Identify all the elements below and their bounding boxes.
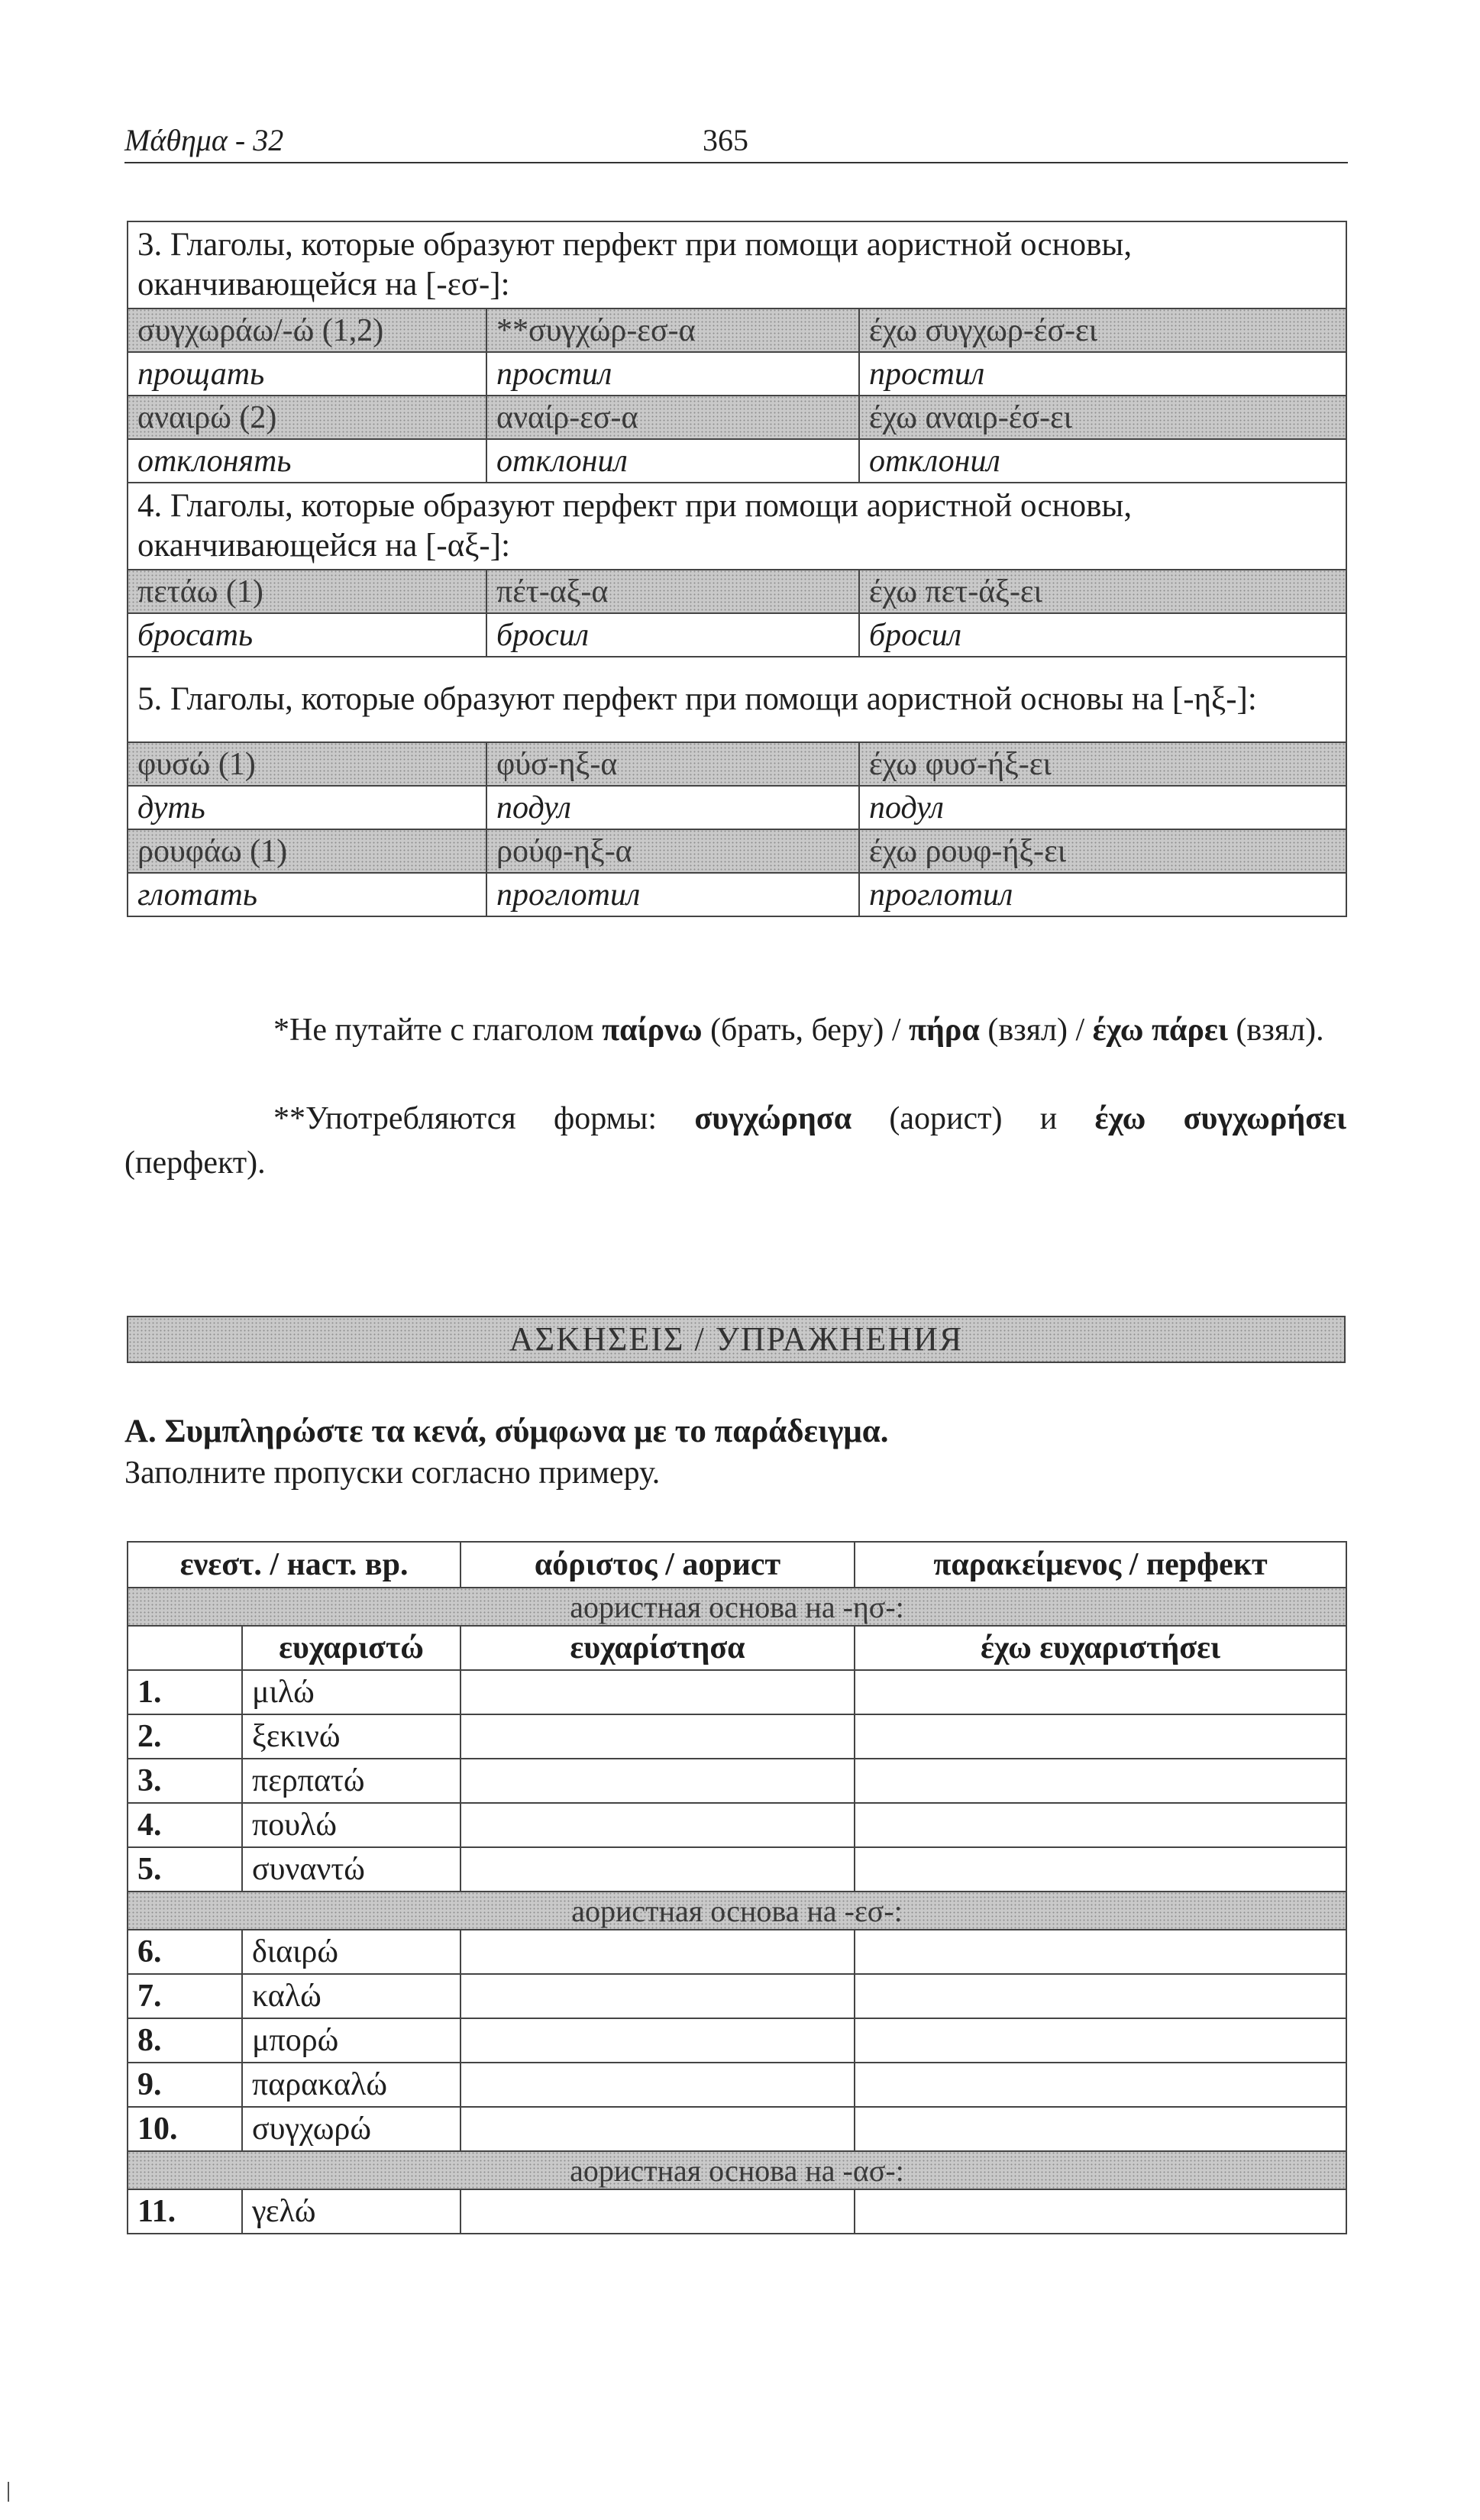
- table-row: [128, 786, 1346, 829]
- table-row: [128, 570, 1346, 613]
- table-row: [128, 2063, 1346, 2107]
- answer-aorist[interactable]: [460, 2063, 855, 2107]
- table-cell: έχω συγχωρ-έσ-ει: [859, 309, 1346, 352]
- footnote-2: [124, 1097, 1346, 1185]
- row-number: 11.: [128, 2189, 242, 2234]
- verb-present: συναντώ: [242, 1847, 460, 1892]
- table-cell: проглотил: [859, 873, 1346, 916]
- answer-perfect[interactable]: [855, 2107, 1346, 2151]
- answer-perfect[interactable]: [855, 1974, 1346, 2018]
- footnote-greek: έχω συγχωρήσει: [1094, 1101, 1346, 1136]
- answer-perfect[interactable]: [855, 1714, 1346, 1759]
- table-cell: бросать: [128, 613, 486, 657]
- footnote-1: [124, 1008, 1346, 1052]
- answer-perfect[interactable]: [855, 2189, 1346, 2234]
- exercises-banner: ΑΣΚΗΣΕΙΣ / УПРАЖНЕНИЯ: [127, 1316, 1346, 1363]
- table-cell: подул: [486, 786, 859, 829]
- example-perfect: έχω ευχαριστήσει: [855, 1626, 1346, 1670]
- answer-aorist[interactable]: [460, 1759, 855, 1803]
- grammar-table: [127, 221, 1347, 917]
- verb-present: περπατώ: [242, 1759, 460, 1803]
- example-row: [128, 1626, 1346, 1670]
- row-number: 3.: [128, 1759, 242, 1803]
- section-heading: 5. Глаголы, которые образуют перфект при помощи аористной основы на [-ηξ-]:: [128, 657, 1346, 742]
- verb-present: παρακαλώ: [242, 2063, 460, 2107]
- footnote-greek: πήρα: [909, 1013, 980, 1048]
- table-row: [128, 742, 1346, 786]
- table-cell: проглотил: [486, 873, 859, 916]
- page-number: 365: [703, 123, 748, 157]
- table-cell: прощать: [128, 352, 486, 396]
- table-cell: отклонять: [128, 439, 486, 483]
- table-cell: ρούφ-ηξ-α: [486, 829, 859, 873]
- row-number: 1.: [128, 1670, 242, 1714]
- header-divider: [124, 162, 1348, 163]
- footnote-text: (аорист) и: [851, 1101, 1095, 1136]
- table-row: [128, 352, 1346, 396]
- answer-perfect[interactable]: [855, 2063, 1346, 2107]
- section-row: [128, 1892, 1346, 1930]
- table-cell: **συγχώρ-εσ-α: [486, 309, 859, 352]
- column-header: παρακείμενος / перфект: [855, 1542, 1346, 1588]
- footnote-text: (взял).: [1227, 1013, 1324, 1048]
- scan-margin-mark: [8, 2482, 9, 2502]
- table-cell: отклонил: [859, 439, 1346, 483]
- table-row: [128, 829, 1346, 873]
- table-row: [128, 1670, 1346, 1714]
- footnote-greek: συγχώρησα: [694, 1101, 852, 1136]
- running-header-title: Μάθημα - 32: [124, 123, 284, 157]
- exercise-table: [127, 1541, 1347, 2234]
- verb-present: μπορώ: [242, 2018, 460, 2063]
- section-label: аористная основа на -ασ-:: [128, 2151, 1346, 2189]
- answer-perfect[interactable]: [855, 1930, 1346, 1974]
- row-number: 6.: [128, 1930, 242, 1974]
- section-heading: 4. Глаголы, которые образуют перфект при помощи аористной основы, оканчивающейся на [-αξ-]:: [128, 483, 1346, 570]
- table-row: [128, 309, 1346, 352]
- table-cell: бросил: [486, 613, 859, 657]
- table-cell: έχω ρουφ-ήξ-ει: [859, 829, 1346, 873]
- footnote-text: (брать, беру) /: [702, 1013, 910, 1048]
- table-row: [128, 613, 1346, 657]
- row-number: 4.: [128, 1803, 242, 1847]
- table-row: [128, 396, 1346, 439]
- table-cell: [128, 1626, 242, 1670]
- verb-present: γελώ: [242, 2189, 460, 2234]
- table-cell: φυσώ (1): [128, 742, 486, 786]
- table-row: [128, 1974, 1346, 2018]
- table-cell: простил: [486, 352, 859, 396]
- row-number: 8.: [128, 2018, 242, 2063]
- table-header-row: [128, 1542, 1346, 1588]
- task-title: Α. Συμπληρώστε τα κενά, σύμφωνα με το παράδειγμα.: [124, 1413, 889, 1449]
- section-label: аористная основа на -εσ-:: [128, 1892, 1346, 1930]
- verb-present: συγχωρώ: [242, 2107, 460, 2151]
- column-header: ενεστ. / наст. вр.: [128, 1542, 460, 1588]
- verb-present: διαιρώ: [242, 1930, 460, 1974]
- verb-present: πουλώ: [242, 1803, 460, 1847]
- table-row: [128, 1930, 1346, 1974]
- footnote-text: *Не путайте с глаголом: [273, 1013, 603, 1048]
- answer-aorist[interactable]: [460, 2018, 855, 2063]
- table-cell: έχω αναιρ-έσ-ει: [859, 396, 1346, 439]
- table-row: [128, 2107, 1346, 2151]
- verb-present: μιλώ: [242, 1670, 460, 1714]
- row-number: 9.: [128, 2063, 242, 2107]
- row-number: 7.: [128, 1974, 242, 2018]
- table-cell: ρουφάω (1): [128, 829, 486, 873]
- table-cell: глотать: [128, 873, 486, 916]
- column-header: αόριστος / аорист: [460, 1542, 855, 1588]
- table-row: [128, 1714, 1346, 1759]
- answer-aorist[interactable]: [460, 1847, 855, 1892]
- section-heading: 3. Глаголы, которые образуют перфект при помощи аористной основы, оканчивающейся на [-εσ-]:: [128, 221, 1346, 309]
- answer-perfect[interactable]: [855, 2018, 1346, 2063]
- table-cell: αναίρ-εσ-α: [486, 396, 859, 439]
- footnote-greek: παίρνω: [602, 1013, 703, 1048]
- table-cell: συγχωράω/-ώ (1,2): [128, 309, 486, 352]
- row-number: 10.: [128, 2107, 242, 2151]
- table-row: [128, 873, 1346, 916]
- row-number: 2.: [128, 1714, 242, 1759]
- footnote-text: (перфект).: [124, 1145, 266, 1181]
- verb-present: καλώ: [242, 1974, 460, 2018]
- table-cell: подул: [859, 786, 1346, 829]
- table-cell: отклонил: [486, 439, 859, 483]
- section-label: аористная основа на -ησ-:: [128, 1588, 1346, 1626]
- table-row: [128, 439, 1346, 483]
- answer-aorist[interactable]: [460, 1714, 855, 1759]
- table-cell: έχω φυσ-ήξ-ει: [859, 742, 1346, 786]
- footnote-text: (взял) /: [979, 1013, 1093, 1048]
- verb-present: ξεκινώ: [242, 1714, 460, 1759]
- section-row: [128, 2151, 1346, 2189]
- footnote-greek: έχω πάρει: [1092, 1013, 1228, 1048]
- answer-perfect[interactable]: [855, 1670, 1346, 1714]
- table-cell: έχω πετ-άξ-ει: [859, 570, 1346, 613]
- section-row: [128, 1588, 1346, 1626]
- table-row: [128, 2189, 1346, 2234]
- answer-perfect[interactable]: [855, 1847, 1346, 1892]
- table-cell: αναιρώ (2): [128, 396, 486, 439]
- answer-aorist[interactable]: [460, 2189, 855, 2234]
- answer-aorist[interactable]: [460, 1670, 855, 1714]
- footnote-text: **Употребляются формы:: [273, 1101, 695, 1136]
- answer-perfect[interactable]: [855, 1759, 1346, 1803]
- task-subtitle: Заполните пропуски согласно примеру.: [124, 1455, 661, 1491]
- answer-aorist[interactable]: [460, 1803, 855, 1847]
- table-cell: πετάω (1): [128, 570, 486, 613]
- row-number: 5.: [128, 1847, 242, 1892]
- example-aorist: ευχαρίστησα: [460, 1626, 855, 1670]
- answer-perfect[interactable]: [855, 1803, 1346, 1847]
- table-cell: πέτ-αξ-α: [486, 570, 859, 613]
- table-cell: бросил: [859, 613, 1346, 657]
- answer-aorist[interactable]: [460, 1974, 855, 2018]
- table-row: [128, 1847, 1346, 1892]
- table-cell: φύσ-ηξ-α: [486, 742, 859, 786]
- table-row: [128, 1803, 1346, 1847]
- answer-aorist[interactable]: [460, 1930, 855, 1974]
- answer-aorist[interactable]: [460, 2107, 855, 2151]
- table-row: [128, 2018, 1346, 2063]
- table-cell: дуть: [128, 786, 486, 829]
- table-cell: простил: [859, 352, 1346, 396]
- table-row: [128, 1759, 1346, 1803]
- example-present: ευχαριστώ: [242, 1626, 460, 1670]
